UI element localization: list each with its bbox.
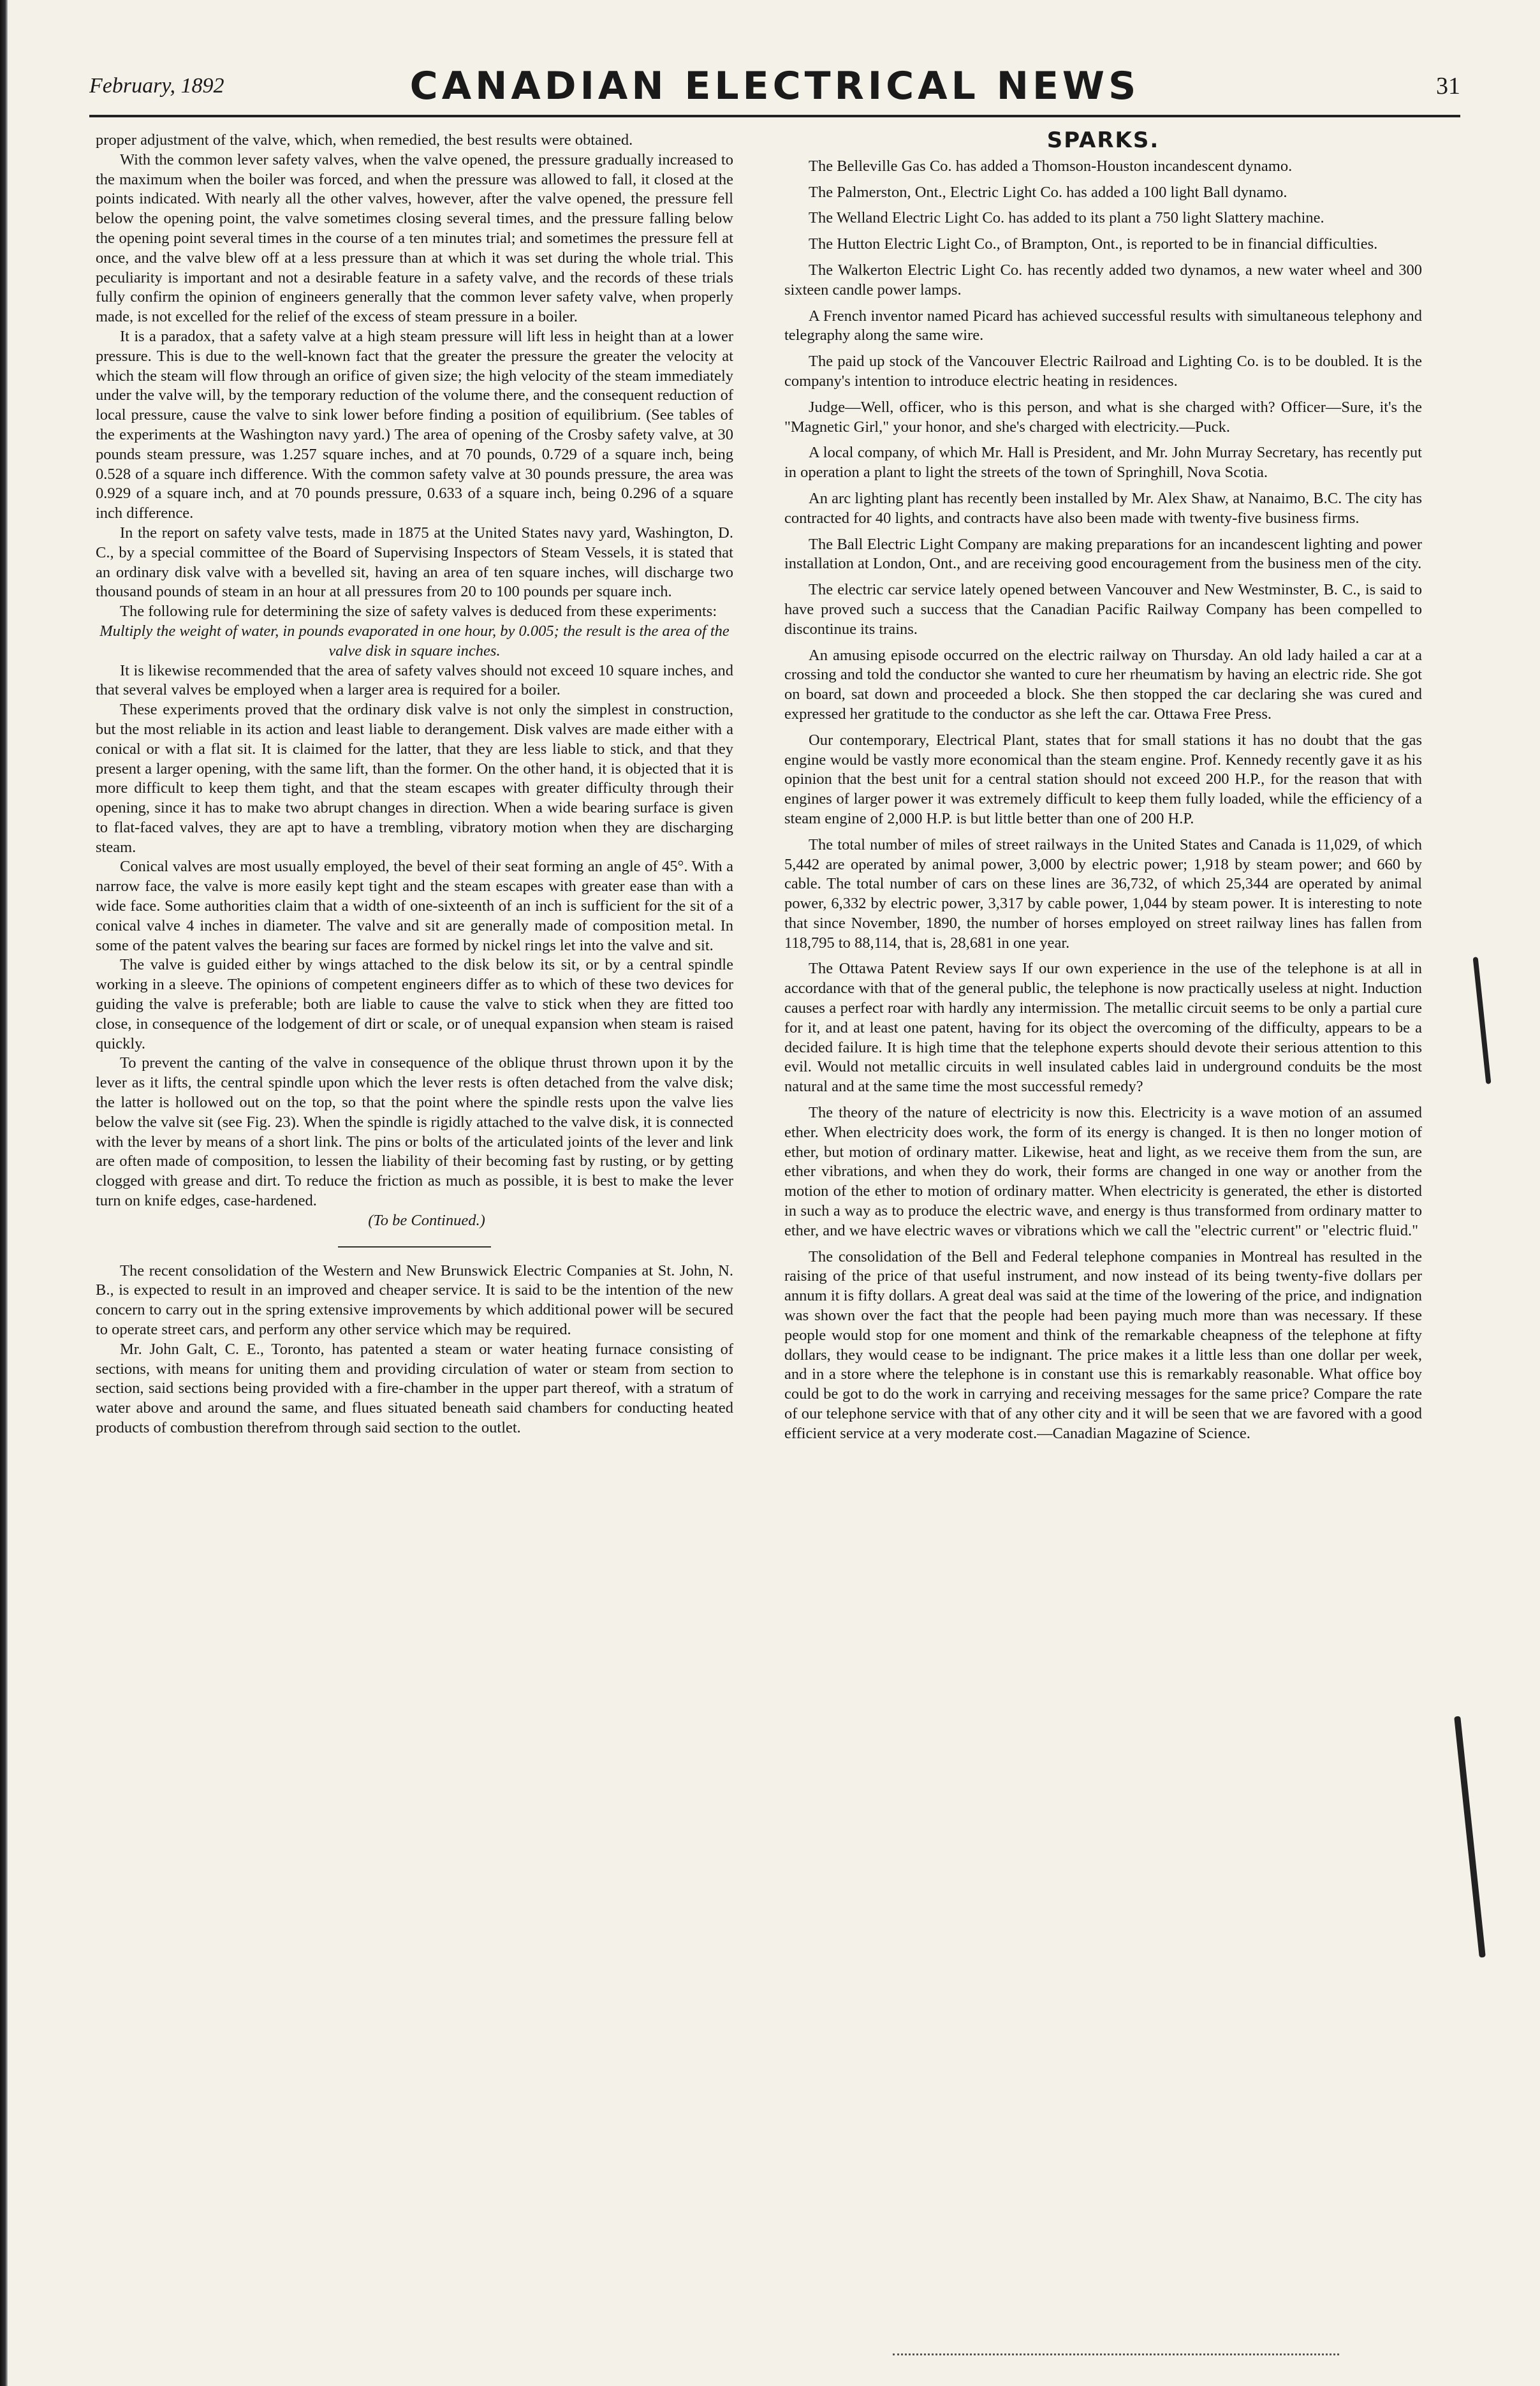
news-item: The consolidation of the Bell and Federal telephone companies in Montreal has resulted in the raising of the price of that useful instrument, and now instead of its being twenty-five dollars per annum it is fifty dollars. A great deal was said at the time of the lowering of the price, and indignation was shown over the fact that the people had been paying much more than was necessary. If these people would stop for one moment and think of the remarkable cheapness of the telephone at fifty dollars, they would cease to be indignant. The price makes it a little less than one dollar per week, and in a store where the telephone is in constant use this is remarkably reasonable. What office boy could be got to do the work in carrying and receiving messages for the same price? Compare the rate of our telephone service with that of any other city and it will be seen that we are favored with a good efficient service at a very moderate cost.—Canadian Magazine of Science.	[784, 1248, 1422, 1442]
right-column	[784, 128, 1422, 1450]
paragraph: The following rule for determining the size of safety valves is deduced from these experiments:	[120, 603, 717, 621]
margin-pencil-mark	[1473, 957, 1492, 1084]
margin-pencil-mark	[1454, 1716, 1486, 1958]
news-item: Our contemporary, Electrical Plant, states that for small stations it has no doubt that the gas engine would be vastly more economical than the steam engine. Prof. Kennedy recently gave it as his opinion that the best unit for a central station should not exceed 200 H.P., for the reason that with engines of larger power it was extremely difficult to keep them fully loaded, while the efficiency of a steam engine of 2,000 H.P. is but little better than one of 200 H.P.	[784, 731, 1422, 827]
paragraph: To prevent the canting of the valve in consequence of the oblique thrust thrown upon it by the lever as it lifts, the central spindle upon which the lever rests is often detached from the valve disk; the latter is hollowed out on the top, so that the point where the spindle rests upon the valve lies below the valve sit (see Fig. 23). When the spindle is rigidly attached to the valve disk, it is connected with the lever by means of a short link. The pins or bolts of the articulated joints of the lever and link are often made of composition, to lessen the liability of their becoming fast by rusting, or by getting clogged with grease and dirt. To reduce the friction as much as possible, it is best to make the lever turn on knife edges, case-hardened.	[96, 1054, 733, 1210]
section-title: SPARKS.	[1046, 128, 1160, 153]
paragraph: It is a paradox, that a safety valve at a high steam pressure will lift less in height than at a lower pressure. This is due to the well-known fact that the greater the pressure the greater the velocity at which the steam will flow through an orifice of given size; the high velocity of the steam immediately under the valve will, by the temporary reduction of the volume there, and the consequent reduction of local pressure, cause the valve to sink lower before finding a position of equilibrium. (See tables of the experiments at the Washington navy yard.) The area of opening of the Crosby safety valve, at 30 pounds steam pressure, was 1.257 square inches, and at 70 pounds, 0.729 of a square inch, being 0.528 of a square inch difference. With the common safety valve at 30 pounds pressure, the area was 0.929 of a square inch, and at 70 pounds pressure, 0.633 of a square inch, being 0.296 of a square inch difference.	[96, 327, 733, 522]
paragraph: The recent consolidation of the Western and New Brunswick Electric Companies at St. John, N. B., is expected to result in an improved and cheaper service. It is said to be the intention of the new concern to carry out in the spring extensive improvements by which additional power will be secured to operate street cars, and perform any other service which may be required.	[96, 1262, 733, 1339]
paragraph: These experiments proved that the ordinary disk valve is not only the simplest in construction, but the most reliable in its action and least liable to derangement. Disk valves are made either with a conical or with a flat sit. It is claimed for the latter, that they are less liable to stick, and that they present a larger opening, with the same lift, than the former. On the other hand, it is objected that it is more difficult to keep them tight, and that the steam escapes with greater difficulty through their opening, since it has to make two abrupt changes in direction. When a wide bearing surface is given to flat-faced valves, they are apt to have a trembling, vibratory motion when they are discharging steam.	[96, 701, 733, 856]
news-item: The Hutton Electric Light Co., of Brampton, Ont., is reported to be in financial difficulties.	[809, 235, 1378, 253]
paragraph: With the common lever safety valves, when the valve opened, the pressure gradually increased to the maximum when the boiler was forced, and when the pressure was allowed to fall, it closed at the points indicated. With nearly all the other valves, however, after the valve opened, the pressure fell below the opening point, the valve sometimes closing several times, and the pressure falling below the opening point several times in the course of a ten minutes trial; and sometimes the pressure fell at once, and the valve blew off at a less pressure than at which it was set during the whole trial. This peculiarity is important and not a desirable feature in a safety valve, and the records of these trials fully confirm the opinion of engineers generally that the common lever safety valve, when properly made, is not excelled for the relief of the excess of steam pressure in a boiler.	[96, 151, 733, 326]
news-item: A local company, of which Mr. Hall is President, and Mr. John Murray Secretary, has recently put in operation a plant to light the streets of the town of Springhill, Nova Scotia.	[784, 444, 1422, 482]
publication-title: CANADIAN ELECTRICAL NEWS	[409, 64, 1140, 108]
page-header	[89, 57, 1460, 117]
paragraph: proper adjustment of the valve, which, when remedied, the best results were obtained.	[96, 131, 633, 149]
news-item: The paid up stock of the Vancouver Electric Railroad and Lighting Co. is to be doubled. It is the company's intention to introduce electric heating in residences.	[784, 353, 1422, 390]
news-item: The Ottawa Patent Review says If our own experience in the use of the telephone is at all in accordance with that of the general public, the telephone is now practically useless at night. Induction causes a perfect roar with hardly any intermission. The metallic circuit seems to be only a partial cure for it, and at least one patent, having for its object the overcoming of the difficulty, appears to be a decided failure. It is high time that the telephone experts should devote their serious attention to this evil. Would not metallic circuits in well insulated cables laid in underground conduits be the most natural and at the same time the most successful remedy?	[784, 960, 1422, 1096]
continued-note: (To be Continued.)	[368, 1211, 485, 1229]
safety-valve-rule: Multiply the weight of water, in pounds evaporated in one hour, by 0.005; the result is the area of the valve disk in square inches.	[99, 622, 730, 659]
page-number: 31	[1436, 73, 1460, 99]
left-column	[96, 131, 733, 1438]
news-item: The Ball Electric Light Company are making preparations for an incandescent lighting and power installation at London, Ont., and are receiving good encouragement from the business men of the city.	[784, 535, 1422, 573]
news-item: The Walkerton Electric Light Co. has recently added two dynamos, a new water wheel and 300 sixteen candle power lamps.	[784, 261, 1422, 298]
footer-smudge	[893, 2353, 1339, 2359]
news-item: An arc lighting plant has recently been installed by Mr. Alex Shaw, at Nanaimo, B.C. The city has contracted for 40 lights, and contracts have also been made with twenty-five business firms.	[784, 489, 1422, 527]
news-item: The Palmerston, Ont., Electric Light Co. has added a 100 light Ball dynamo.	[809, 183, 1287, 201]
paragraph: The valve is guided either by wings attached to the disk below its sit, or by a central spindle working in a sleeve. The opinions of competent engineers differ as to which of these two devices for guiding the valve is preferable; both are liable to cause the valve to stick when they are fitted too close, in consequence of the lodgement of dirt or scale, or of unequal expansion when steam is raised quickly.	[96, 956, 733, 1052]
news-item: The Belleville Gas Co. has added a Thomson-Houston incandescent dynamo.	[809, 157, 1293, 175]
paragraph: It is likewise recommended that the area of safety valves should not exceed 10 square inches, and that several valves be employed when a larger area is required for a boiler.	[96, 661, 733, 699]
news-item: The electric car service lately opened between Vancouver and New Westminster, B. C., is said to have proved such a success that the Canadian Pacific Railway Company has been compelled to discontinue its trains.	[784, 581, 1422, 638]
news-item: An amusing episode occurred on the electric railway on Thursday. An old lady hailed a car at a crossing and told the conductor she wanted to cure her rheumatism by having an electric ride. She got on board, sat down and proceeded a block. She then stopped the car declaring she was cured and expressed her gratitude to the conductor as she left the car. Ottawa Free Press.	[784, 646, 1422, 723]
paragraph: In the report on safety valve tests, made in 1875 at the United States navy yard, Washington, D. C., by a special committee of the Board of Supervising Inspectors of Steam Vessels, it is stated that an ordinary disk valve with a bevelled sit, having an area of ten square inches, will discharge two thousand pounds of steam in an hour at all pressures from 20 to 100 pounds per square inch.	[96, 524, 733, 601]
header-date: February, 1892	[89, 74, 224, 98]
news-item: The total number of miles of street railways in the United States and Canada is 11,029, of which 5,442 are operated by animal power, 3,000 by electric power; 1,918 by steam power; and 660 by cable. The total number of cars on these lines are 36,732, of which 25,344 are operated by animal power, 6,332 by electric power, 3,317 by cable power, 1,044 by steam power. It is interesting to note that since November, 1890, the number of horses employed on street railway lines has fallen from 118,795 to 88,114, that is, 28,681 in one year.	[784, 836, 1422, 952]
news-item: The theory of the nature of electricity is now this. Electricity is a wave motion of an assumed ether. When electricity does work, the form of its energy is changed. It is then no longer motion of ether, but motion of ordinary matter. Likewise, heat and light, as we receive them from the sun, are ether vibrations, and when they do work, their forms are changed in one way or another from the motion of the ether to motion of ordinary matter. When electricity is generated, the ether is distorted in such a way as to produce the electric wave, and energy is thus transformed from ordinary matter to ether, and we have electric waves or vibrations which we call the "electric current" or "electric fluid."	[784, 1104, 1422, 1239]
paragraph: Mr. John Galt, C. E., Toronto, has patented a steam or water heating furnace consisting of sections, with means for uniting them and providing circulation of water or steam from section to section, said sections being provided with a fire-chamber in the upper part thereof, with a stratum of water above and around the same, and flues situated beneath said chambers for conducting heated products of combustion therefrom through said section to the outlet.	[96, 1340, 733, 1436]
news-item: The Welland Electric Light Co. has added to its plant a 750 light Slattery machine.	[809, 209, 1324, 227]
news-item: A French inventor named Picard has achieved successful results with simultaneous telephony and telegraphy along the same wire.	[784, 307, 1422, 344]
news-item: Judge—Well, officer, who is this person, and what is she charged with? Officer—Sure, it's the "Magnetic Girl," your honor, and she's charged with electricity.—Puck.	[784, 398, 1422, 436]
binding-edge	[0, 0, 8, 2386]
paragraph: Conical valves are most usually employed, the bevel of their seat forming an angle of 45°. With a narrow face, the valve is more easily kept tight and the steam escapes with greater ease than with a wide face. Some authorities claim that a width of one-sixteenth of an inch is sufficient for the sit of a conical valve 4 inches in diameter. The valve and sit are generally made of composition metal. In some of the patent valves the bearing sur faces are formed by nickel rings let into the valve and sit.	[96, 858, 733, 954]
section-divider	[338, 1246, 491, 1248]
